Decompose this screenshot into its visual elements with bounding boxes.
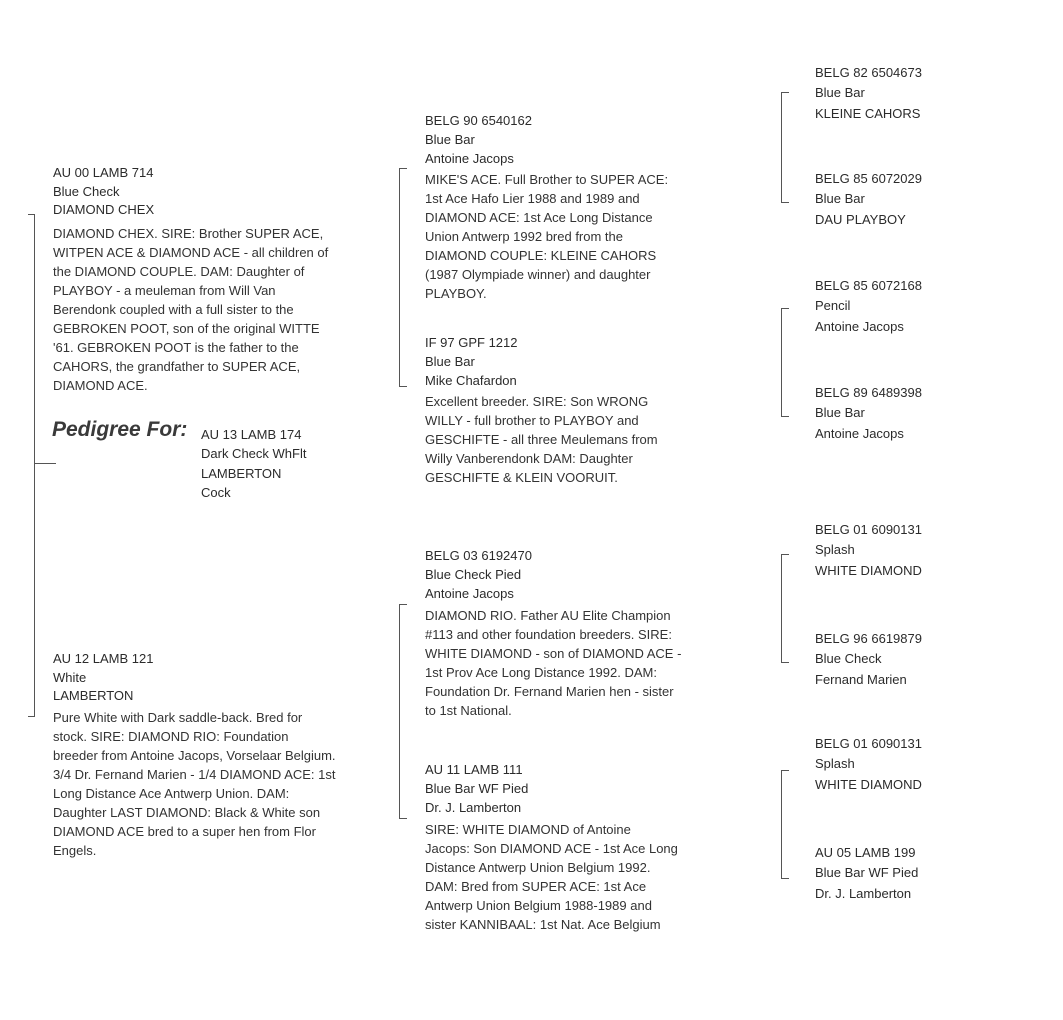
ds-desc-line: DIAMOND RIO. Father AU Elite Champion xyxy=(425,608,671,623)
dam-dam-card xyxy=(425,760,528,817)
dd-loft: Dr. J. Lamberton xyxy=(425,800,522,815)
ggp-name: WHITE DIAMOND xyxy=(815,563,922,578)
dam-card xyxy=(53,650,153,706)
ss-desc-line: MIKE'S ACE. Full Brother to SUPER ACE: xyxy=(425,172,669,187)
sd-desc-line: Willy Vanberendonk DAM: Daughter xyxy=(425,451,633,466)
sire-dam-description xyxy=(425,392,658,487)
ggp-color: Splash xyxy=(815,542,855,557)
ggp-name: KLEINE CAHORS xyxy=(815,106,921,121)
ggp-color: Blue Bar xyxy=(815,191,865,206)
sire-desc-line: PLAYBOY - a meuleman from Will Van xyxy=(53,283,276,298)
dd-band: AU 11 LAMB 111 xyxy=(425,762,523,777)
dam-parents-bracket-bottom xyxy=(399,818,407,819)
g3-bracket-2-bottom xyxy=(781,416,789,417)
ggp-band: BELG 01 6090131 xyxy=(815,522,922,537)
ss-desc-line: DIAMOND COUPLE: KLEINE CAHORS xyxy=(425,248,657,263)
dd-desc-line: Jacops: Son DIAMOND ACE - 1st Ace Long xyxy=(425,841,678,856)
dam-band: AU 12 LAMB 121 xyxy=(53,651,154,666)
dam-description xyxy=(53,708,336,860)
ggp-8 xyxy=(815,843,918,904)
ggp-band: BELG 01 6090131 xyxy=(815,736,922,751)
dd-color: Blue Bar WF Pied xyxy=(425,781,529,796)
dd-desc-line: sister KANNIBAAL: 1st Nat. Ace Belgium xyxy=(425,917,661,932)
dd-desc-line: DAM: Bred from SUPER ACE: 1st Ace xyxy=(425,879,647,894)
dd-desc-line: Distance Antwerp Union Belgium 1992. xyxy=(425,860,651,875)
ss-desc-line: DIAMOND ACE: 1st Ace Long Distance xyxy=(425,210,653,225)
subject-connector xyxy=(34,463,56,464)
ss-desc-line: Union Antwerp 1992 bred from the xyxy=(425,229,624,244)
subject-bird xyxy=(201,425,306,502)
ss-loft: Antoine Jacops xyxy=(425,151,514,166)
g3-bracket-4-bottom xyxy=(781,878,789,879)
ss-band: BELG 90 6540162 xyxy=(425,113,532,128)
sire-desc-line: CAHORS, the grandfather to SUPER ACE, xyxy=(53,359,301,374)
ds-desc-line: #113 and other foundation breeders. SIRE: xyxy=(425,627,672,642)
ggp-1 xyxy=(815,63,922,124)
sire-name: DIAMOND CHEX xyxy=(53,202,155,217)
sire-parents-bracket xyxy=(399,168,400,386)
ggp-name: Antoine Jacops xyxy=(815,426,904,441)
parents-bracket-top xyxy=(28,214,35,215)
ggp-band: BELG 85 6072168 xyxy=(815,278,922,293)
g3-bracket-3 xyxy=(781,554,782,662)
sd-loft: Mike Chafardon xyxy=(425,373,517,388)
ggp-7 xyxy=(815,734,922,795)
pedigree-title: Pedigree For: xyxy=(52,418,188,441)
subject-sex: Cock xyxy=(201,484,231,500)
sd-band: IF 97 GPF 1212 xyxy=(425,335,518,350)
ss-color: Blue Bar xyxy=(425,132,475,147)
sire-parents-bracket-bottom xyxy=(399,386,407,387)
dam-parents-bracket xyxy=(399,604,400,818)
dam-parents-bracket-top xyxy=(399,604,407,605)
sd-color: Blue Bar xyxy=(425,354,475,369)
g3-bracket-1 xyxy=(781,92,782,202)
dam-sire-card xyxy=(425,546,532,603)
sire-color: Blue Check xyxy=(53,183,120,199)
sire-band: AU 00 LAMB 714 xyxy=(53,165,154,180)
sire-desc-line: the DIAMOND COUPLE. DAM: Daughter of xyxy=(53,264,305,279)
ss-desc-line: PLAYBOY. xyxy=(425,286,487,301)
dam-desc-line: Engels. xyxy=(53,843,97,858)
ggp-color: Blue Bar WF Pied xyxy=(815,865,919,880)
dam-desc-line: Pure White with Dark saddle-back. Bred for xyxy=(53,710,303,725)
sd-desc-line: Excellent breeder. SIRE: Son WRONG xyxy=(425,394,649,409)
ggp-4 xyxy=(815,383,922,444)
subject-loft: LAMBERTON xyxy=(201,465,282,481)
dam-desc-line: DIAMOND ACE bred to a super hen from Flor xyxy=(53,824,316,839)
g3-bracket-1-top xyxy=(781,92,789,93)
ggp-3 xyxy=(815,276,922,337)
ggp-name: Antoine Jacops xyxy=(815,319,904,334)
parents-bracket-bottom xyxy=(28,716,35,717)
subject-band: AU 13 LAMB 174 xyxy=(201,427,302,442)
sire-description xyxy=(53,224,328,395)
dd-desc-line: SIRE: WHITE DIAMOND of Antoine xyxy=(425,822,631,837)
dam-desc-line: Daughter LAST DIAMOND: Black & White son xyxy=(53,805,321,820)
dam-desc-line: Long Distance Ace Antwerp Union. DAM: xyxy=(53,786,290,801)
ds-desc-line: 1st Prov Ace Long Distance 1992. DAM: xyxy=(425,665,657,680)
g3-bracket-4 xyxy=(781,770,782,878)
ggp-name: Fernand Marien xyxy=(815,672,907,687)
ggp-name: Dr. J. Lamberton xyxy=(815,886,912,901)
dam-desc-line: breeder from Antoine Jacops, Vorselaar Belgium. xyxy=(53,748,336,763)
sire-dam-card xyxy=(425,333,518,390)
g3-bracket-4-top xyxy=(781,770,789,771)
sd-desc-line: GESCHIFTE & KLEIN VOORUIT. xyxy=(425,470,618,485)
g3-bracket-3-top xyxy=(781,554,789,555)
ggp-band: BELG 89 6489398 xyxy=(815,385,922,400)
g3-bracket-2-top xyxy=(781,308,789,309)
ggp-band: BELG 96 6619879 xyxy=(815,631,922,646)
ds-desc-line: Foundation Dr. Fernand Marien hen - sister xyxy=(425,684,674,699)
ggp-6 xyxy=(815,629,922,690)
dam-sire-description xyxy=(425,606,681,720)
dam-dam-description xyxy=(425,820,678,934)
ggp-band: BELG 82 6504673 xyxy=(815,65,922,80)
dd-desc-line: Antwerp Union Belgium 1988-1989 and xyxy=(425,898,652,913)
ggp-color: Pencil xyxy=(815,298,851,313)
ds-desc-line: to 1st National. xyxy=(425,703,512,718)
ss-desc-line: 1st Ace Hafo Lier 1988 and 1989 and xyxy=(425,191,640,206)
sire-desc-line: DIAMOND ACE. xyxy=(53,378,148,393)
sd-desc-line: GESCHIFTE - all three Meulemans from xyxy=(425,432,658,447)
g3-bracket-1-bottom xyxy=(781,202,789,203)
sire-sire-description xyxy=(425,170,668,303)
g3-bracket-3-bottom xyxy=(781,662,789,663)
ggp-color: Blue Bar xyxy=(815,405,865,420)
subject-color: Dark Check WhFlt xyxy=(201,446,307,462)
ggp-band: BELG 85 6072029 xyxy=(815,171,922,186)
sire-card xyxy=(53,164,154,220)
sire-desc-line: '61. GEBROKEN POOT is the father to the xyxy=(53,340,299,355)
ggp-color: Splash xyxy=(815,756,855,771)
ggp-band: AU 05 LAMB 199 xyxy=(815,845,916,860)
sd-desc-line: WILLY - full brother to PLAYBOY and xyxy=(425,413,639,428)
g3-bracket-2 xyxy=(781,308,782,416)
sire-parents-bracket-top xyxy=(399,168,407,169)
ds-band: BELG 03 6192470 xyxy=(425,548,532,563)
ds-loft: Antoine Jacops xyxy=(425,586,514,601)
dam-desc-line: 3/4 Dr. Fernand Marien - 1/4 DIAMOND ACE: 1st xyxy=(53,767,336,782)
dam-name: LAMBERTON xyxy=(53,688,134,703)
ggp-5 xyxy=(815,520,922,581)
ggp-name: DAU PLAYBOY xyxy=(815,212,906,227)
ds-color: Blue Check Pied xyxy=(425,567,522,582)
ds-desc-line: WHITE DIAMOND - son of DIAMOND ACE - xyxy=(425,646,682,661)
parents-bracket xyxy=(34,214,35,716)
dam-desc-line: stock. SIRE: DIAMOND RIO: Foundation xyxy=(53,729,289,744)
dam-color: White xyxy=(53,669,87,685)
sire-desc-line: DIAMOND CHEX. SIRE: Brother SUPER ACE, xyxy=(53,226,324,241)
ggp-color: Blue Check xyxy=(815,651,882,666)
sire-sire-card xyxy=(425,111,532,168)
sire-desc-line: Berendonk coupled with a full sister to the xyxy=(53,302,294,317)
sire-desc-line: WITPEN ACE & DIAMOND ACE - all children of xyxy=(53,245,329,260)
ss-desc-line: (1987 Olympiade winner) and daughter xyxy=(425,267,651,282)
ggp-color: Blue Bar xyxy=(815,85,865,100)
ggp-2 xyxy=(815,169,922,230)
ggp-name: WHITE DIAMOND xyxy=(815,777,922,792)
sire-desc-line: GEBROKEN POOT, son of the original WITTE xyxy=(53,321,320,336)
